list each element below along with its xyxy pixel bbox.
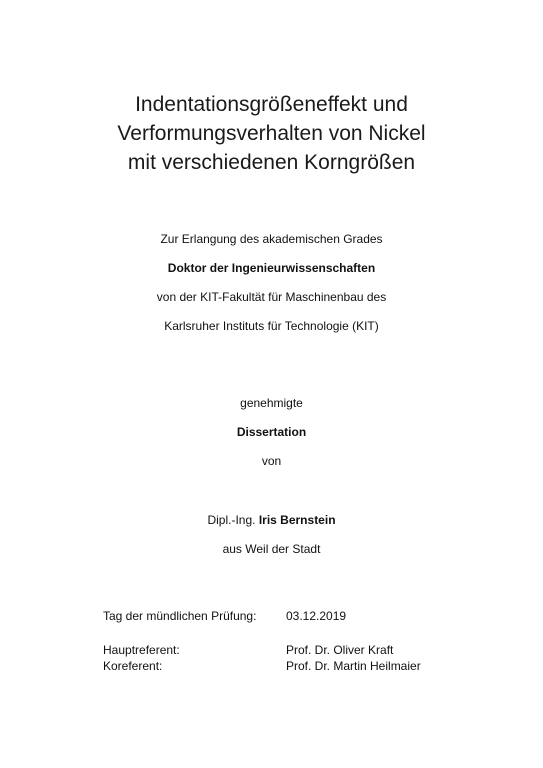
title-line-1: Indentationsgrößeneffekt und xyxy=(135,93,408,116)
author-name: Iris Bernstein xyxy=(258,513,336,527)
exam-date-label: Tag der mündlichen Prüfung: xyxy=(103,609,257,623)
main-referee-name: Prof. Dr. Oliver Kraft xyxy=(286,643,394,657)
intro-line-3: von der KIT-Fakultät für Maschinenbau des xyxy=(156,290,387,304)
co-referee-label: Koreferent: xyxy=(103,659,163,673)
exam-date-value: 03.12.2019 xyxy=(286,609,347,623)
intro-line-1: Zur Erlangung des akademischen Grades xyxy=(160,232,383,246)
author-origin: aus Weil der Stadt xyxy=(222,542,321,556)
intro-line-4: Karlsruher Instituts für Technologie (KIT) xyxy=(164,319,379,333)
by-text: von xyxy=(261,454,282,468)
co-referee-name: Prof. Dr. Martin Heilmaier xyxy=(286,659,421,673)
document-type: Dissertation xyxy=(236,425,307,439)
dissertation-title xyxy=(0,90,543,177)
approved-text: genehmigte xyxy=(240,396,303,410)
title-line-3: mit verschiedenen Korngrößen xyxy=(127,151,416,174)
title-line-2: Verformungsverhalten von Nickel xyxy=(117,122,426,145)
author-line xyxy=(0,513,543,528)
author-prefix: Dipl.-Ing. xyxy=(207,513,256,527)
main-referee-label: Hauptreferent: xyxy=(103,643,180,657)
degree-name: Doktor der Ingenieurwissenschaften xyxy=(167,261,376,275)
